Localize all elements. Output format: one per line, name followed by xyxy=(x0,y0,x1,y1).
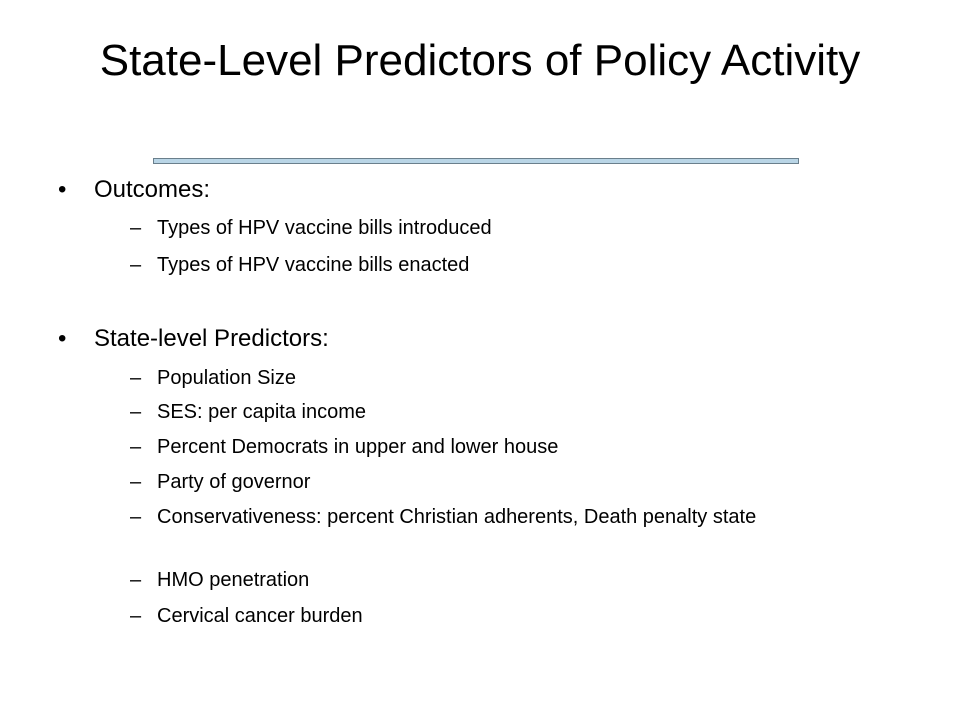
dash-icon: – xyxy=(130,367,142,389)
bullet-predictors xyxy=(58,325,329,353)
bullet-outcomes xyxy=(58,176,210,204)
sub-item xyxy=(130,604,890,628)
sub-item xyxy=(130,366,890,390)
dash-icon: – xyxy=(130,506,142,528)
sub-item xyxy=(130,253,890,277)
sub-item-text: Cervical cancer burden xyxy=(157,605,363,627)
bullet-icon: • xyxy=(58,176,67,203)
dash-icon: – xyxy=(130,569,142,591)
title-underline-bar xyxy=(153,158,799,164)
sub-item-text: Percent Democrats in upper and lower house xyxy=(157,436,559,458)
sub-item xyxy=(130,568,890,592)
bullet-heading-predictors: State-level Predictors: xyxy=(94,325,329,352)
sub-item xyxy=(130,505,830,529)
sub-item xyxy=(130,470,890,494)
sub-item-text: HMO penetration xyxy=(157,569,310,591)
dash-icon: – xyxy=(130,471,142,493)
sub-item xyxy=(130,435,890,459)
sub-item xyxy=(130,400,890,424)
bullet-icon: • xyxy=(58,325,67,352)
sub-item-text: SES: per capita income xyxy=(157,401,366,423)
dash-icon: – xyxy=(130,436,142,458)
sub-item-text: Party of governor xyxy=(157,471,311,493)
sub-item-text: Types of HPV vaccine bills introduced xyxy=(157,217,492,239)
dash-icon: – xyxy=(130,254,142,276)
dash-icon: – xyxy=(130,401,142,423)
slide-title: State-Level Predictors of Policy Activity xyxy=(99,36,861,85)
dash-icon: – xyxy=(130,605,142,627)
bullet-heading-outcomes: Outcomes: xyxy=(94,176,211,203)
sub-item-text: Population Size xyxy=(157,367,296,389)
sub-item-text: Types of HPV vaccine bills enacted xyxy=(157,254,470,276)
dash-icon: – xyxy=(130,217,142,239)
sub-item-text: Conservativeness: percent Christian adherents, Death penalty state xyxy=(157,506,757,528)
sub-item xyxy=(130,216,890,240)
